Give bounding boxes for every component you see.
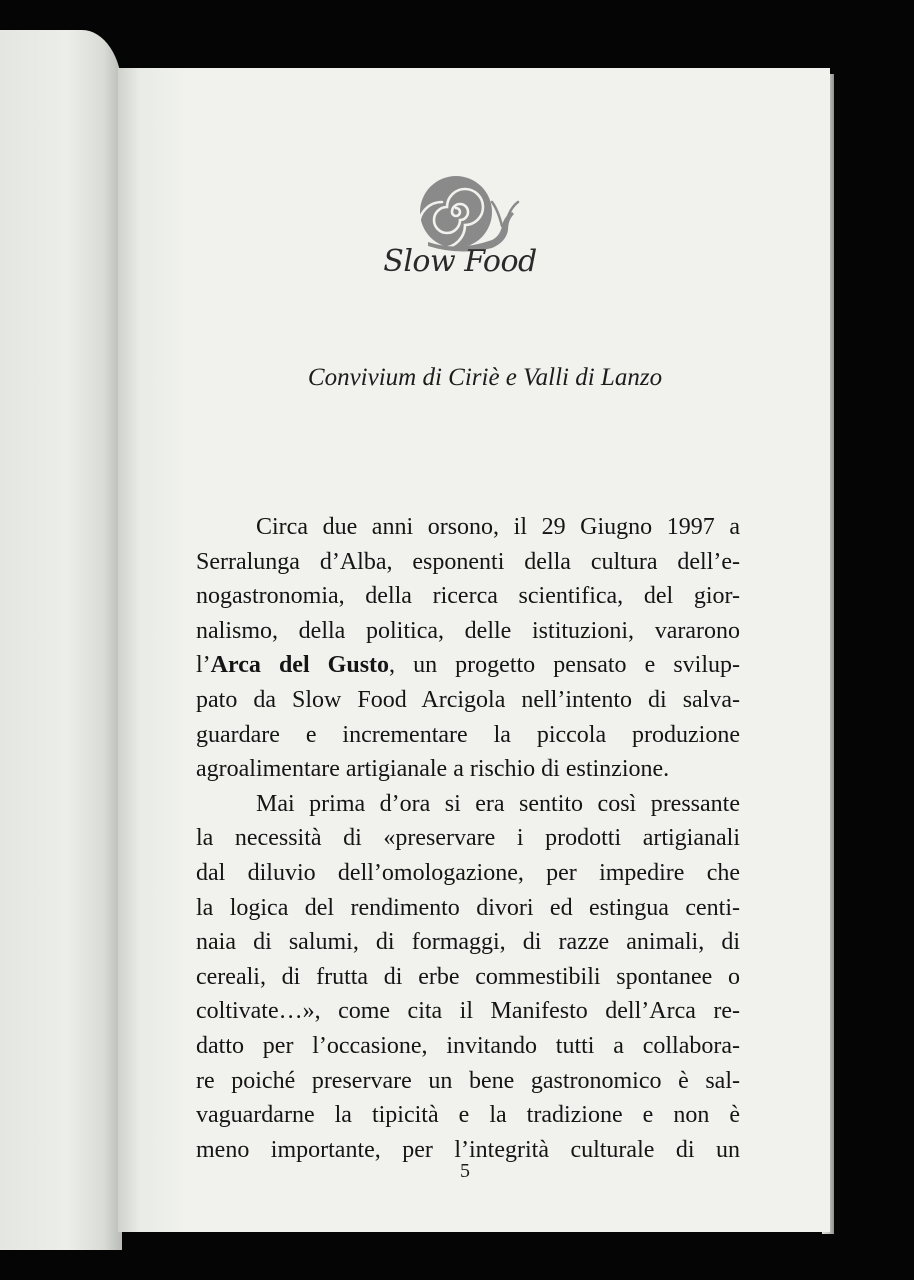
brand-name: Slow Food: [383, 244, 537, 279]
text-line: coltivate…», come cita il Manifesto dell’Arca re-: [196, 998, 740, 1025]
text-line-arca: [196, 648, 740, 683]
body-text: [196, 510, 740, 1167]
text-line: agroalimentare artigianale a rischio di estinzione.: [196, 756, 670, 783]
left-page: [0, 30, 122, 1250]
text-line: re poiché preservare un bene gastronomico è sal-: [196, 1067, 740, 1094]
text-line: cereali, di frutta di erbe commestibili spontanee o: [196, 963, 740, 990]
text-line: Circa due anni orsono, il 29 Giugno 1997 a: [256, 514, 740, 540]
text-line: pato da Slow Food Arcigola nell’intento di salva-: [196, 686, 740, 713]
text-fragment: , un progetto pensato e svilup-: [389, 652, 740, 679]
text-line: nogastronomia, della ricerca scientifica, del gior-: [196, 583, 740, 610]
text-line: guardare e incrementare la piccola produzione: [196, 721, 740, 748]
text-line: datto per l’occasione, invitando tutti a collabora-: [196, 1032, 740, 1059]
convivium-subtitle: Convivium di Ciriè e Valli di Lanzo: [307, 364, 663, 391]
text-line: Serralunga d’Alba, esponenti della cultura dell’e-: [196, 548, 740, 575]
text-line: naia di salumi, di formaggi, di razze animali, di: [196, 929, 740, 956]
text-line: meno importante, per l’integrità culturale di un: [196, 1136, 740, 1163]
text-line: la necessità di «preservare i prodotti artigianali: [196, 825, 740, 852]
text-line: la logica del rendimento divori ed estingua centi-: [196, 894, 740, 921]
text-line: vaguardarne la tipicità e la tradizione e non è: [196, 1102, 740, 1129]
text-line: nalismo, della politica, delle istituzioni, vararono: [196, 617, 740, 644]
text-line: dal diluvio dell’omologazione, per impedire che: [196, 859, 740, 886]
text-fragment: l’: [196, 652, 211, 679]
arca-del-gusto-bold: Arca del Gusto: [210, 652, 390, 679]
text-line: Mai prima d’ora si era sentito così pressante: [256, 790, 740, 817]
page-number: 5: [460, 1160, 470, 1182]
